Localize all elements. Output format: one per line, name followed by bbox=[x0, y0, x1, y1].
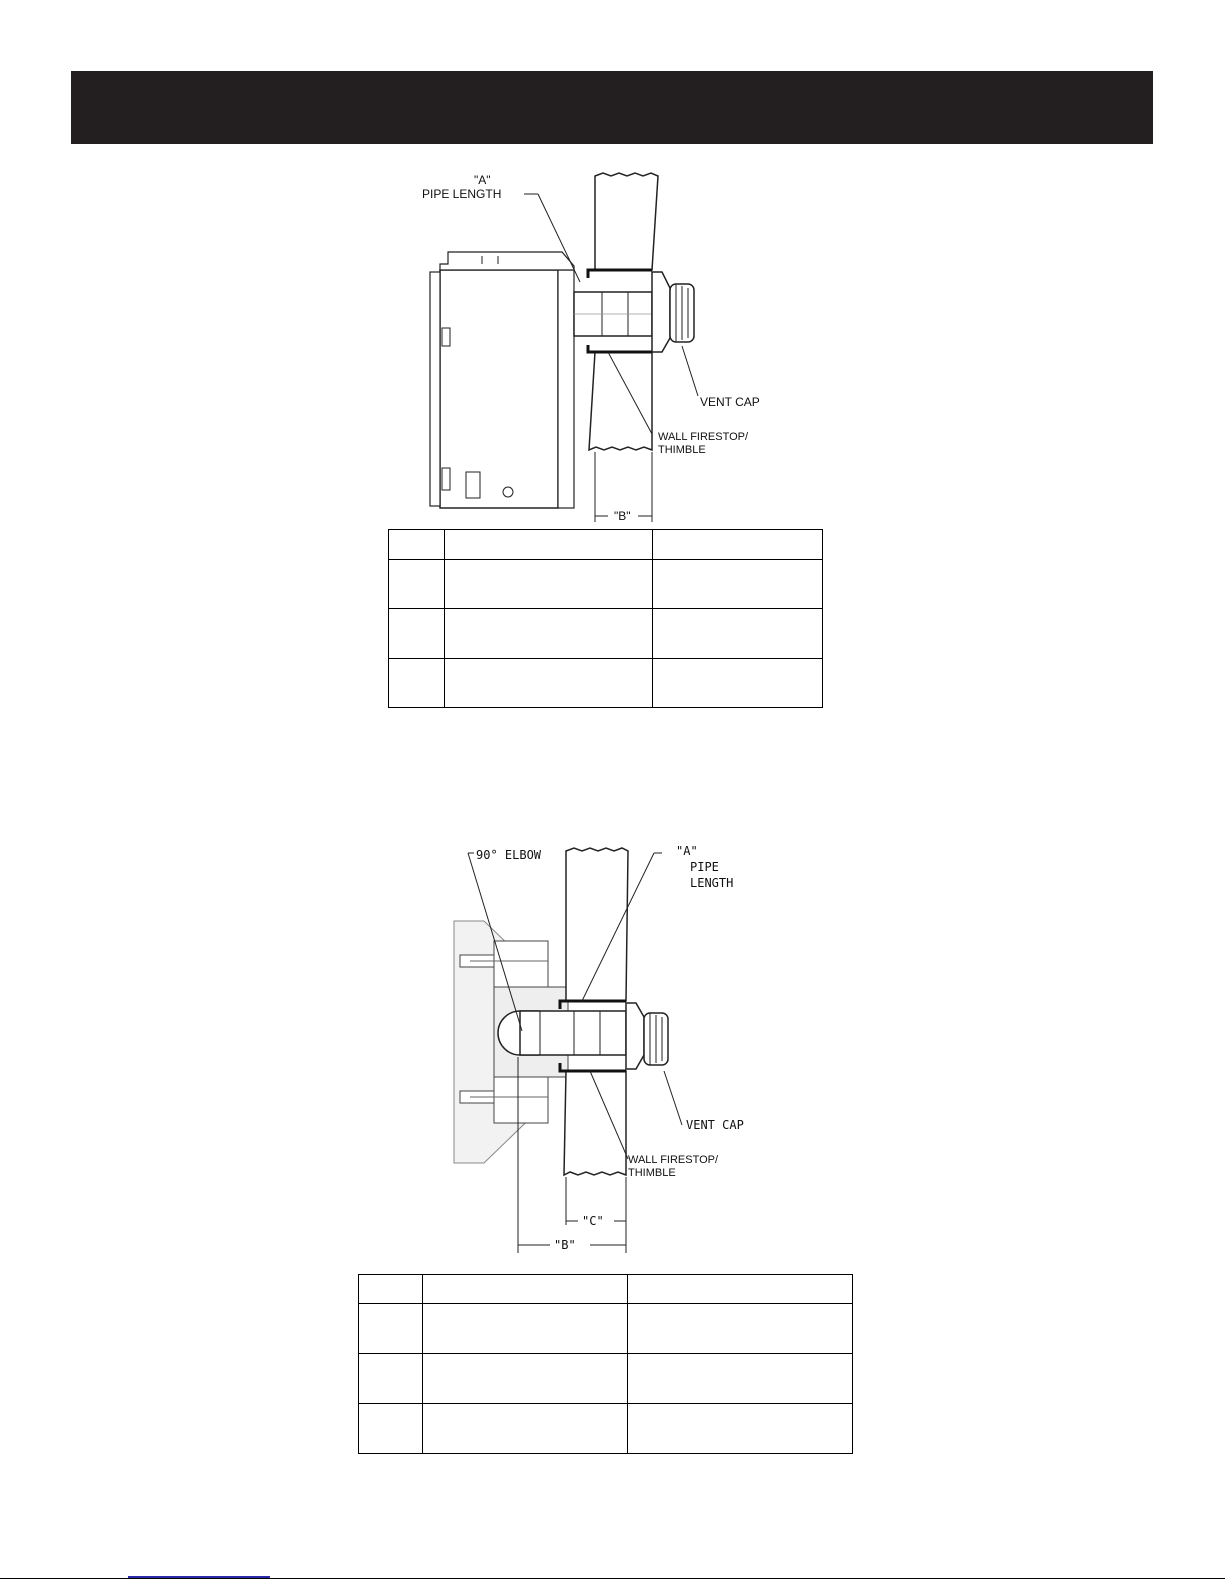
table-row bbox=[359, 1354, 853, 1404]
table-row bbox=[359, 1304, 853, 1354]
footer-rule bbox=[0, 1578, 1225, 1579]
spec-table-2 bbox=[358, 1274, 853, 1454]
table-cell bbox=[653, 609, 823, 659]
table-cell bbox=[359, 1354, 423, 1404]
table-cell bbox=[445, 659, 653, 708]
label-firestop-line1: WALL FIRESTOP/ bbox=[628, 1154, 719, 1166]
footer-link-underline[interactable] bbox=[128, 1576, 270, 1578]
vent-diagram-straight bbox=[412, 170, 784, 526]
table-cell bbox=[628, 1275, 853, 1304]
table-cell bbox=[628, 1404, 853, 1454]
table-cell bbox=[653, 530, 823, 560]
label-firestop-line2: THIMBLE bbox=[628, 1167, 676, 1179]
label-elbow: 90° ELBOW bbox=[476, 848, 542, 862]
label-length: LENGTH bbox=[690, 876, 734, 890]
table-cell bbox=[389, 659, 445, 708]
table-cell bbox=[423, 1275, 628, 1304]
vent-pipe bbox=[520, 1011, 626, 1055]
table-cell bbox=[445, 609, 653, 659]
vent-cap bbox=[652, 272, 670, 352]
table-cell bbox=[445, 560, 653, 609]
label-dimension-b: "B" bbox=[614, 509, 631, 523]
table-cell bbox=[389, 560, 445, 609]
label-vent-cap: VENT CAP bbox=[686, 1118, 744, 1132]
table-cell bbox=[653, 659, 823, 708]
vent-diagram-elbow bbox=[450, 845, 770, 1253]
table-cell bbox=[389, 609, 445, 659]
table-cell bbox=[389, 530, 445, 560]
label-pipe-length: PIPE LENGTH bbox=[422, 187, 502, 201]
table-cell bbox=[423, 1404, 628, 1454]
appliance-cabinet bbox=[440, 270, 558, 508]
label-vent-cap: VENT CAP bbox=[700, 395, 760, 409]
table-cell bbox=[423, 1304, 628, 1354]
vent-cap bbox=[626, 1003, 644, 1069]
table-cell bbox=[628, 1304, 853, 1354]
table-cell bbox=[423, 1354, 628, 1404]
table-cell bbox=[653, 560, 823, 609]
table-cell bbox=[628, 1354, 853, 1404]
section-header-bar bbox=[71, 71, 1153, 144]
label-dimension-c: "C" bbox=[582, 1214, 604, 1228]
label-pipe: PIPE bbox=[690, 860, 719, 874]
table-row bbox=[359, 1275, 853, 1304]
table-cell bbox=[445, 530, 653, 560]
wall-lower bbox=[589, 352, 652, 450]
spec-table-1 bbox=[388, 529, 823, 708]
wall-upper bbox=[595, 173, 658, 270]
table-row bbox=[389, 560, 823, 609]
label-a-quote: "A" bbox=[474, 173, 491, 187]
table-row bbox=[389, 530, 823, 560]
wall-lower bbox=[564, 1071, 626, 1175]
table-row bbox=[389, 609, 823, 659]
label-firestop-line1: WALL FIRESTOP/ bbox=[658, 431, 749, 443]
table-row bbox=[389, 659, 823, 708]
table-row bbox=[359, 1404, 853, 1454]
table-cell bbox=[359, 1404, 423, 1454]
table-cell bbox=[359, 1275, 423, 1304]
label-dimension-b: "B" bbox=[554, 1238, 576, 1252]
label-a-quote: "A" bbox=[676, 845, 698, 858]
table-cell bbox=[359, 1304, 423, 1354]
label-firestop-line2: THIMBLE bbox=[658, 444, 706, 456]
